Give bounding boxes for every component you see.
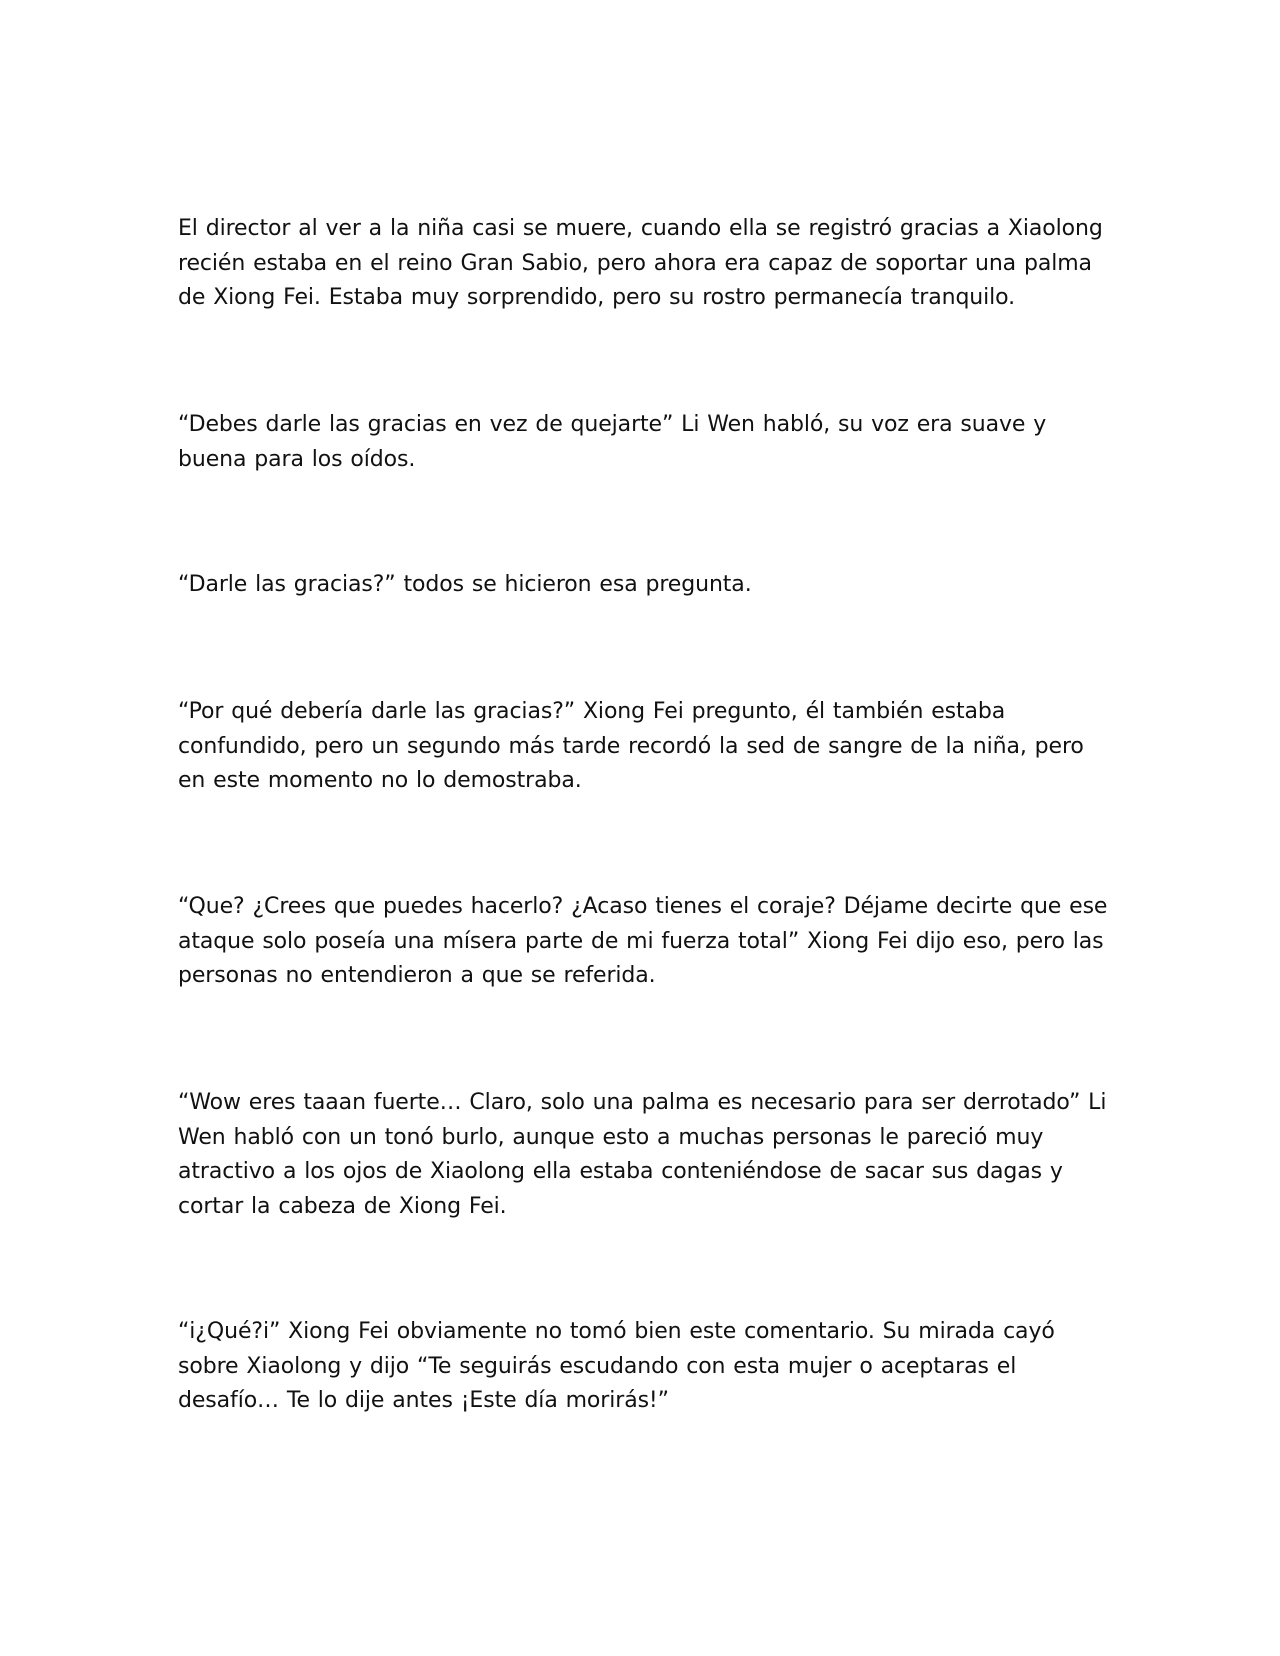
paragraph-7: “i¿Qué?i” Xiong Fei obviamente no tomó bien este comentario. Su mirada cayó sobre Xiaolong y dijo “Te seguirás escudando con esta mujer o aceptaras el desafío… Te lo dije antes ¡Este día morirás!” — [178, 1319, 1055, 1413]
paragraph-5: “Que? ¿Crees que puedes hacerlo? ¿Acaso tienes el coraje? Déjame decirte que ese ataque solo poseía una mísera parte de mi fuerza total” Xiong Fei dijo eso, pero las personas no entendieron a que se referida. — [178, 894, 1108, 988]
paragraph-6: “Wow eres taaan fuerte… Claro, solo una palma es necesario para ser derrotado” Li Wen habló con un tonó burlo, aunque esto a muchas personas le pareció muy atractivo a los ojos de Xiaolong ella estaba conteniéndose de sacar sus dagas y cortar la cabeza de Xiong Fei. — [178, 1090, 1107, 1219]
paragraph-1: El director al ver a la niña casi se muere, cuando ella se registró gracias a Xiaolong recién estaba en el reino Gran Sabio, pero ahora era capaz de soportar una palma de Xiong Fei. Estaba muy sorprendido, pero su rostro permanecía tranquilo. — [178, 216, 1103, 310]
paragraph-4: “Por qué debería darle las gracias?” Xiong Fei pregunto, él también estaba confundido, pero un segundo más tarde recordó la sed de sangre de la niña, pero en este momento no lo demostraba. — [178, 699, 1084, 793]
paragraph-2: “Debes darle las gracias en vez de quejarte” Li Wen habló, su voz era suave y buena para los oídos. — [178, 412, 1047, 472]
paragraph-3: “Darle las gracias?” todos se hicieron esa pregunta. — [178, 572, 752, 597]
